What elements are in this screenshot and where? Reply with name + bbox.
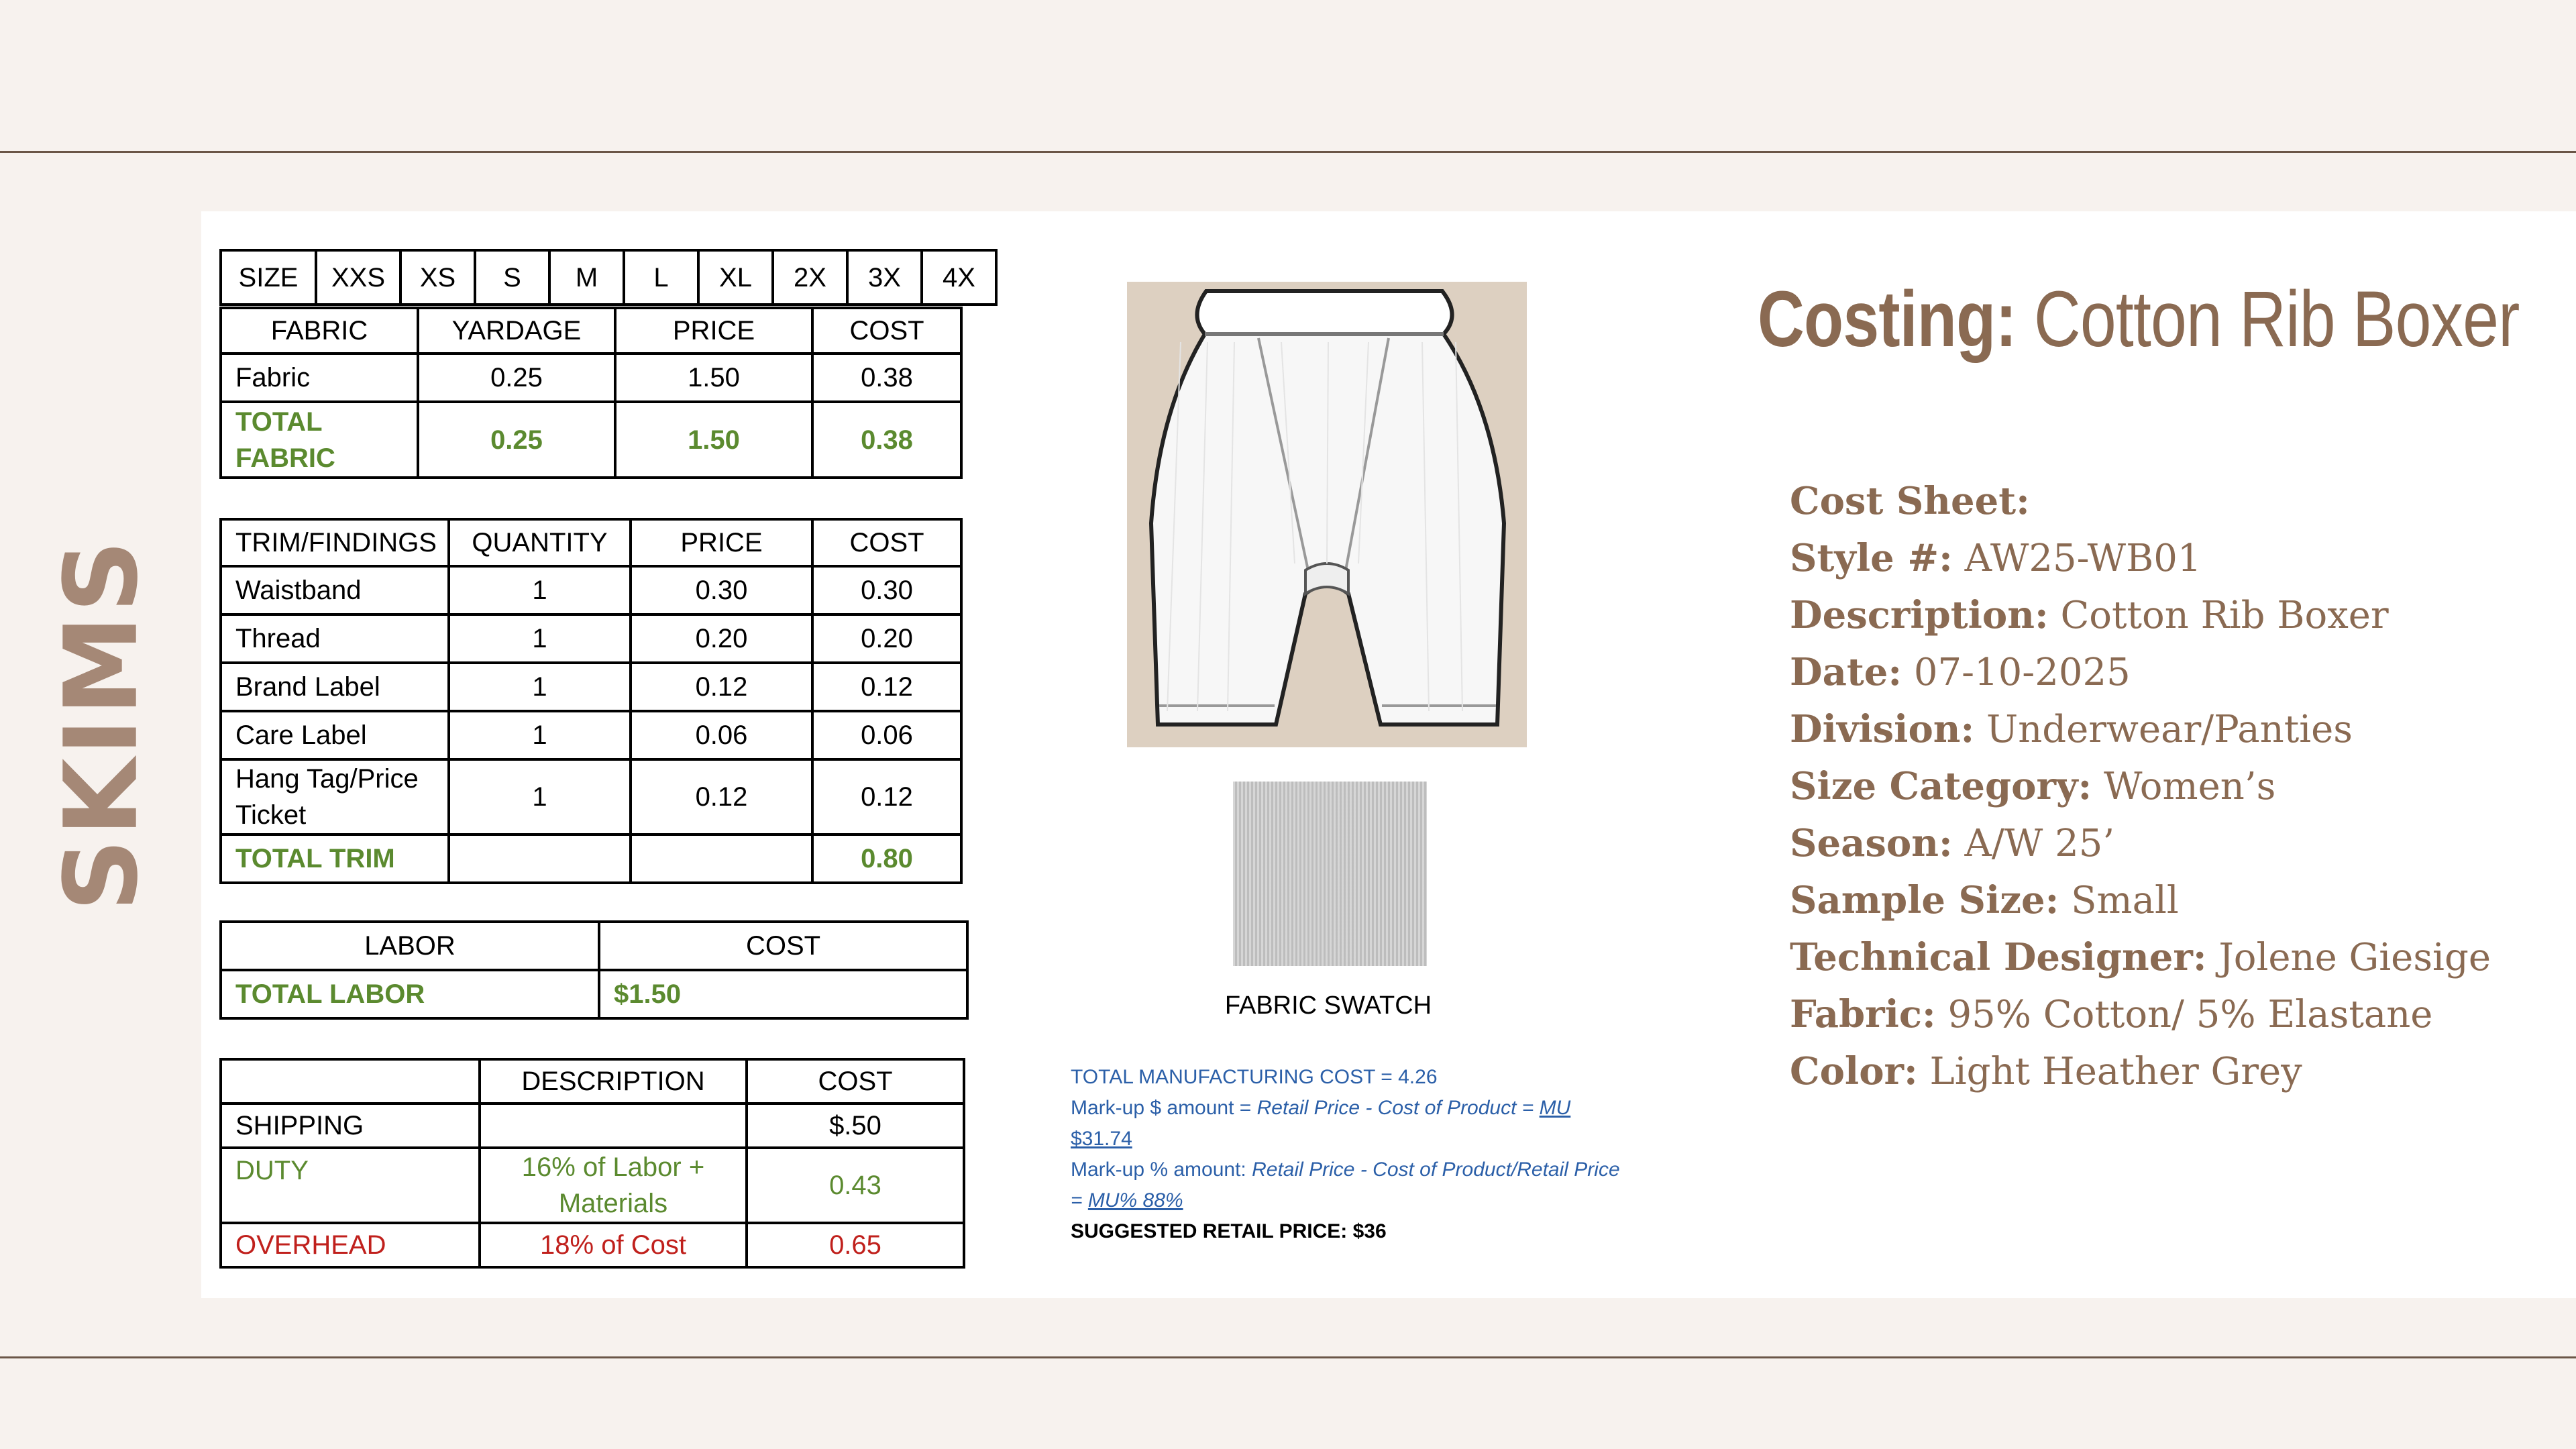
total-fabric-yardage: 0.25 bbox=[418, 402, 615, 478]
markup-dollar-line: Mark-up $ amount = Retail Price - Cost of Product = MU bbox=[1071, 1097, 1571, 1119]
trim-item: Waistband bbox=[221, 566, 449, 614]
cost-header: COST bbox=[812, 308, 961, 354]
duty-description: 16% of Labor + Materials bbox=[480, 1148, 747, 1223]
shipping-label: SHIPPING bbox=[221, 1104, 480, 1148]
trim-price: 0.30 bbox=[631, 566, 812, 614]
size-table bbox=[219, 249, 998, 306]
trim-header: TRIM/FINDINGS bbox=[221, 519, 449, 566]
table-row bbox=[221, 711, 961, 759]
size-2x: 2X bbox=[773, 250, 847, 305]
price-header: PRICE bbox=[615, 308, 812, 354]
trim-price: 0.12 bbox=[631, 759, 812, 835]
trim-table bbox=[219, 518, 963, 884]
shipping-description bbox=[480, 1104, 747, 1148]
size-xl: XL bbox=[698, 250, 773, 305]
trim-quantity: 1 bbox=[449, 759, 631, 835]
info-fabric: Fabric: 95% Cotton/ 5% Elastane bbox=[1790, 992, 2433, 1036]
info-date: Date: 07-10-2025 bbox=[1790, 650, 2131, 694]
total-trim-value: 0.80 bbox=[812, 835, 961, 883]
size-xs: XS bbox=[400, 250, 475, 305]
overhead-cost: 0.65 bbox=[747, 1223, 964, 1267]
yardage-header: YARDAGE bbox=[418, 308, 615, 354]
info-season: Season: A/W 25’ bbox=[1790, 821, 2115, 865]
size-xxs: XXS bbox=[316, 250, 400, 305]
info-color: Color: Light Heather Grey bbox=[1790, 1049, 2302, 1093]
fabric-yardage: 0.25 bbox=[418, 354, 615, 402]
other-costs-table bbox=[219, 1058, 965, 1269]
manufacturing-summary bbox=[1071, 1062, 1674, 1247]
total-fabric-price: 1.50 bbox=[615, 402, 812, 478]
trim-cost: 0.12 bbox=[812, 663, 961, 711]
trim-price: 0.20 bbox=[631, 614, 812, 663]
duty-label: DUTY bbox=[221, 1148, 480, 1223]
info-size-category: Size Category: Women’s bbox=[1790, 764, 2276, 808]
fabric-name: Fabric bbox=[221, 354, 418, 402]
trim-item: Hang Tag/Price Ticket bbox=[221, 759, 449, 835]
boxer-illustration bbox=[1127, 282, 1527, 747]
fabric-price: 1.50 bbox=[615, 354, 812, 402]
markup-dollar-value: $31.74 bbox=[1071, 1128, 1132, 1150]
trim-cost: 0.30 bbox=[812, 566, 961, 614]
brand-logo: SKIMS bbox=[44, 537, 161, 912]
info-division: Division: Underwear/Panties bbox=[1790, 707, 2353, 751]
trim-price-header: PRICE bbox=[631, 519, 812, 566]
trim-item: Brand Label bbox=[221, 663, 449, 711]
empty-cell bbox=[449, 835, 631, 883]
duty-cost: 0.43 bbox=[747, 1148, 964, 1223]
fabric-table bbox=[219, 307, 963, 479]
labor-header: LABOR bbox=[221, 922, 599, 970]
page-title: Costing: Cotton Rib Boxer bbox=[1758, 275, 2520, 364]
size-3x: 3X bbox=[847, 250, 922, 305]
shipping-cost: $.50 bbox=[747, 1104, 964, 1148]
empty-cell bbox=[631, 835, 812, 883]
size-m: M bbox=[549, 250, 624, 305]
total-labor-value: $1.50 bbox=[599, 970, 967, 1018]
trim-quantity: 1 bbox=[449, 711, 631, 759]
trim-price: 0.12 bbox=[631, 663, 812, 711]
trim-quantity: 1 bbox=[449, 614, 631, 663]
trim-quantity: 1 bbox=[449, 566, 631, 614]
total-manufacturing-cost: TOTAL MANUFACTURING COST = 4.26 bbox=[1071, 1066, 1438, 1088]
trim-item: Thread bbox=[221, 614, 449, 663]
markup-percent-line: Mark-up % amount: Retail Price - Cost of Product/Retail Price bbox=[1071, 1159, 1620, 1181]
trim-item: Care Label bbox=[221, 711, 449, 759]
fabric-header: FABRIC bbox=[221, 308, 418, 354]
overhead-description: 18% of Cost bbox=[480, 1223, 747, 1267]
top-divider bbox=[0, 151, 2576, 153]
trim-cost: 0.06 bbox=[812, 711, 961, 759]
total-fabric-cost: 0.38 bbox=[812, 402, 961, 478]
trim-quantity: 1 bbox=[449, 663, 631, 711]
size-4x: 4X bbox=[922, 250, 996, 305]
other-blank-header bbox=[221, 1059, 480, 1104]
total-trim-label: TOTAL TRIM bbox=[221, 835, 449, 883]
quantity-header: QUANTITY bbox=[449, 519, 631, 566]
garment-flat-sketch bbox=[1127, 282, 1527, 747]
other-cost-header: COST bbox=[747, 1059, 964, 1104]
info-sample-size: Sample Size: Small bbox=[1790, 878, 2179, 922]
size-l: L bbox=[624, 250, 698, 305]
info-heading: Cost Sheet: bbox=[1790, 479, 2030, 523]
fabric-swatch-label: FABRIC SWATCH bbox=[1224, 991, 1432, 1020]
fabric-swatch-image bbox=[1233, 782, 1427, 966]
info-style: Style #: AW25-WB01 bbox=[1790, 536, 2202, 580]
labor-cost-header: COST bbox=[599, 922, 967, 970]
suggested-retail-price: SUGGESTED RETAIL PRICE: $36 bbox=[1071, 1220, 1387, 1242]
table-row bbox=[221, 566, 961, 614]
description-header: DESCRIPTION bbox=[480, 1059, 747, 1104]
size-s: S bbox=[475, 250, 549, 305]
fabric-cost: 0.38 bbox=[812, 354, 961, 402]
size-header: SIZE bbox=[221, 250, 316, 305]
trim-cost: 0.12 bbox=[812, 759, 961, 835]
labor-table bbox=[219, 920, 969, 1020]
total-fabric-label: TOTAL FABRIC bbox=[221, 402, 418, 478]
markup-percent-value: = MU% 88% bbox=[1071, 1189, 1183, 1212]
trim-cost-header: COST bbox=[812, 519, 961, 566]
info-description: Description: Cotton Rib Boxer bbox=[1790, 593, 2389, 637]
total-labor-label: TOTAL LABOR bbox=[221, 970, 599, 1018]
bottom-divider bbox=[0, 1356, 2576, 1358]
overhead-label: OVERHEAD bbox=[221, 1223, 480, 1267]
trim-price: 0.06 bbox=[631, 711, 812, 759]
table-row bbox=[221, 759, 961, 835]
info-technical-designer: Technical Designer: Jolene Giesige bbox=[1790, 935, 2491, 979]
table-row bbox=[221, 614, 961, 663]
cost-sheet-info bbox=[1790, 473, 2528, 1100]
trim-cost: 0.20 bbox=[812, 614, 961, 663]
table-row bbox=[221, 663, 961, 711]
